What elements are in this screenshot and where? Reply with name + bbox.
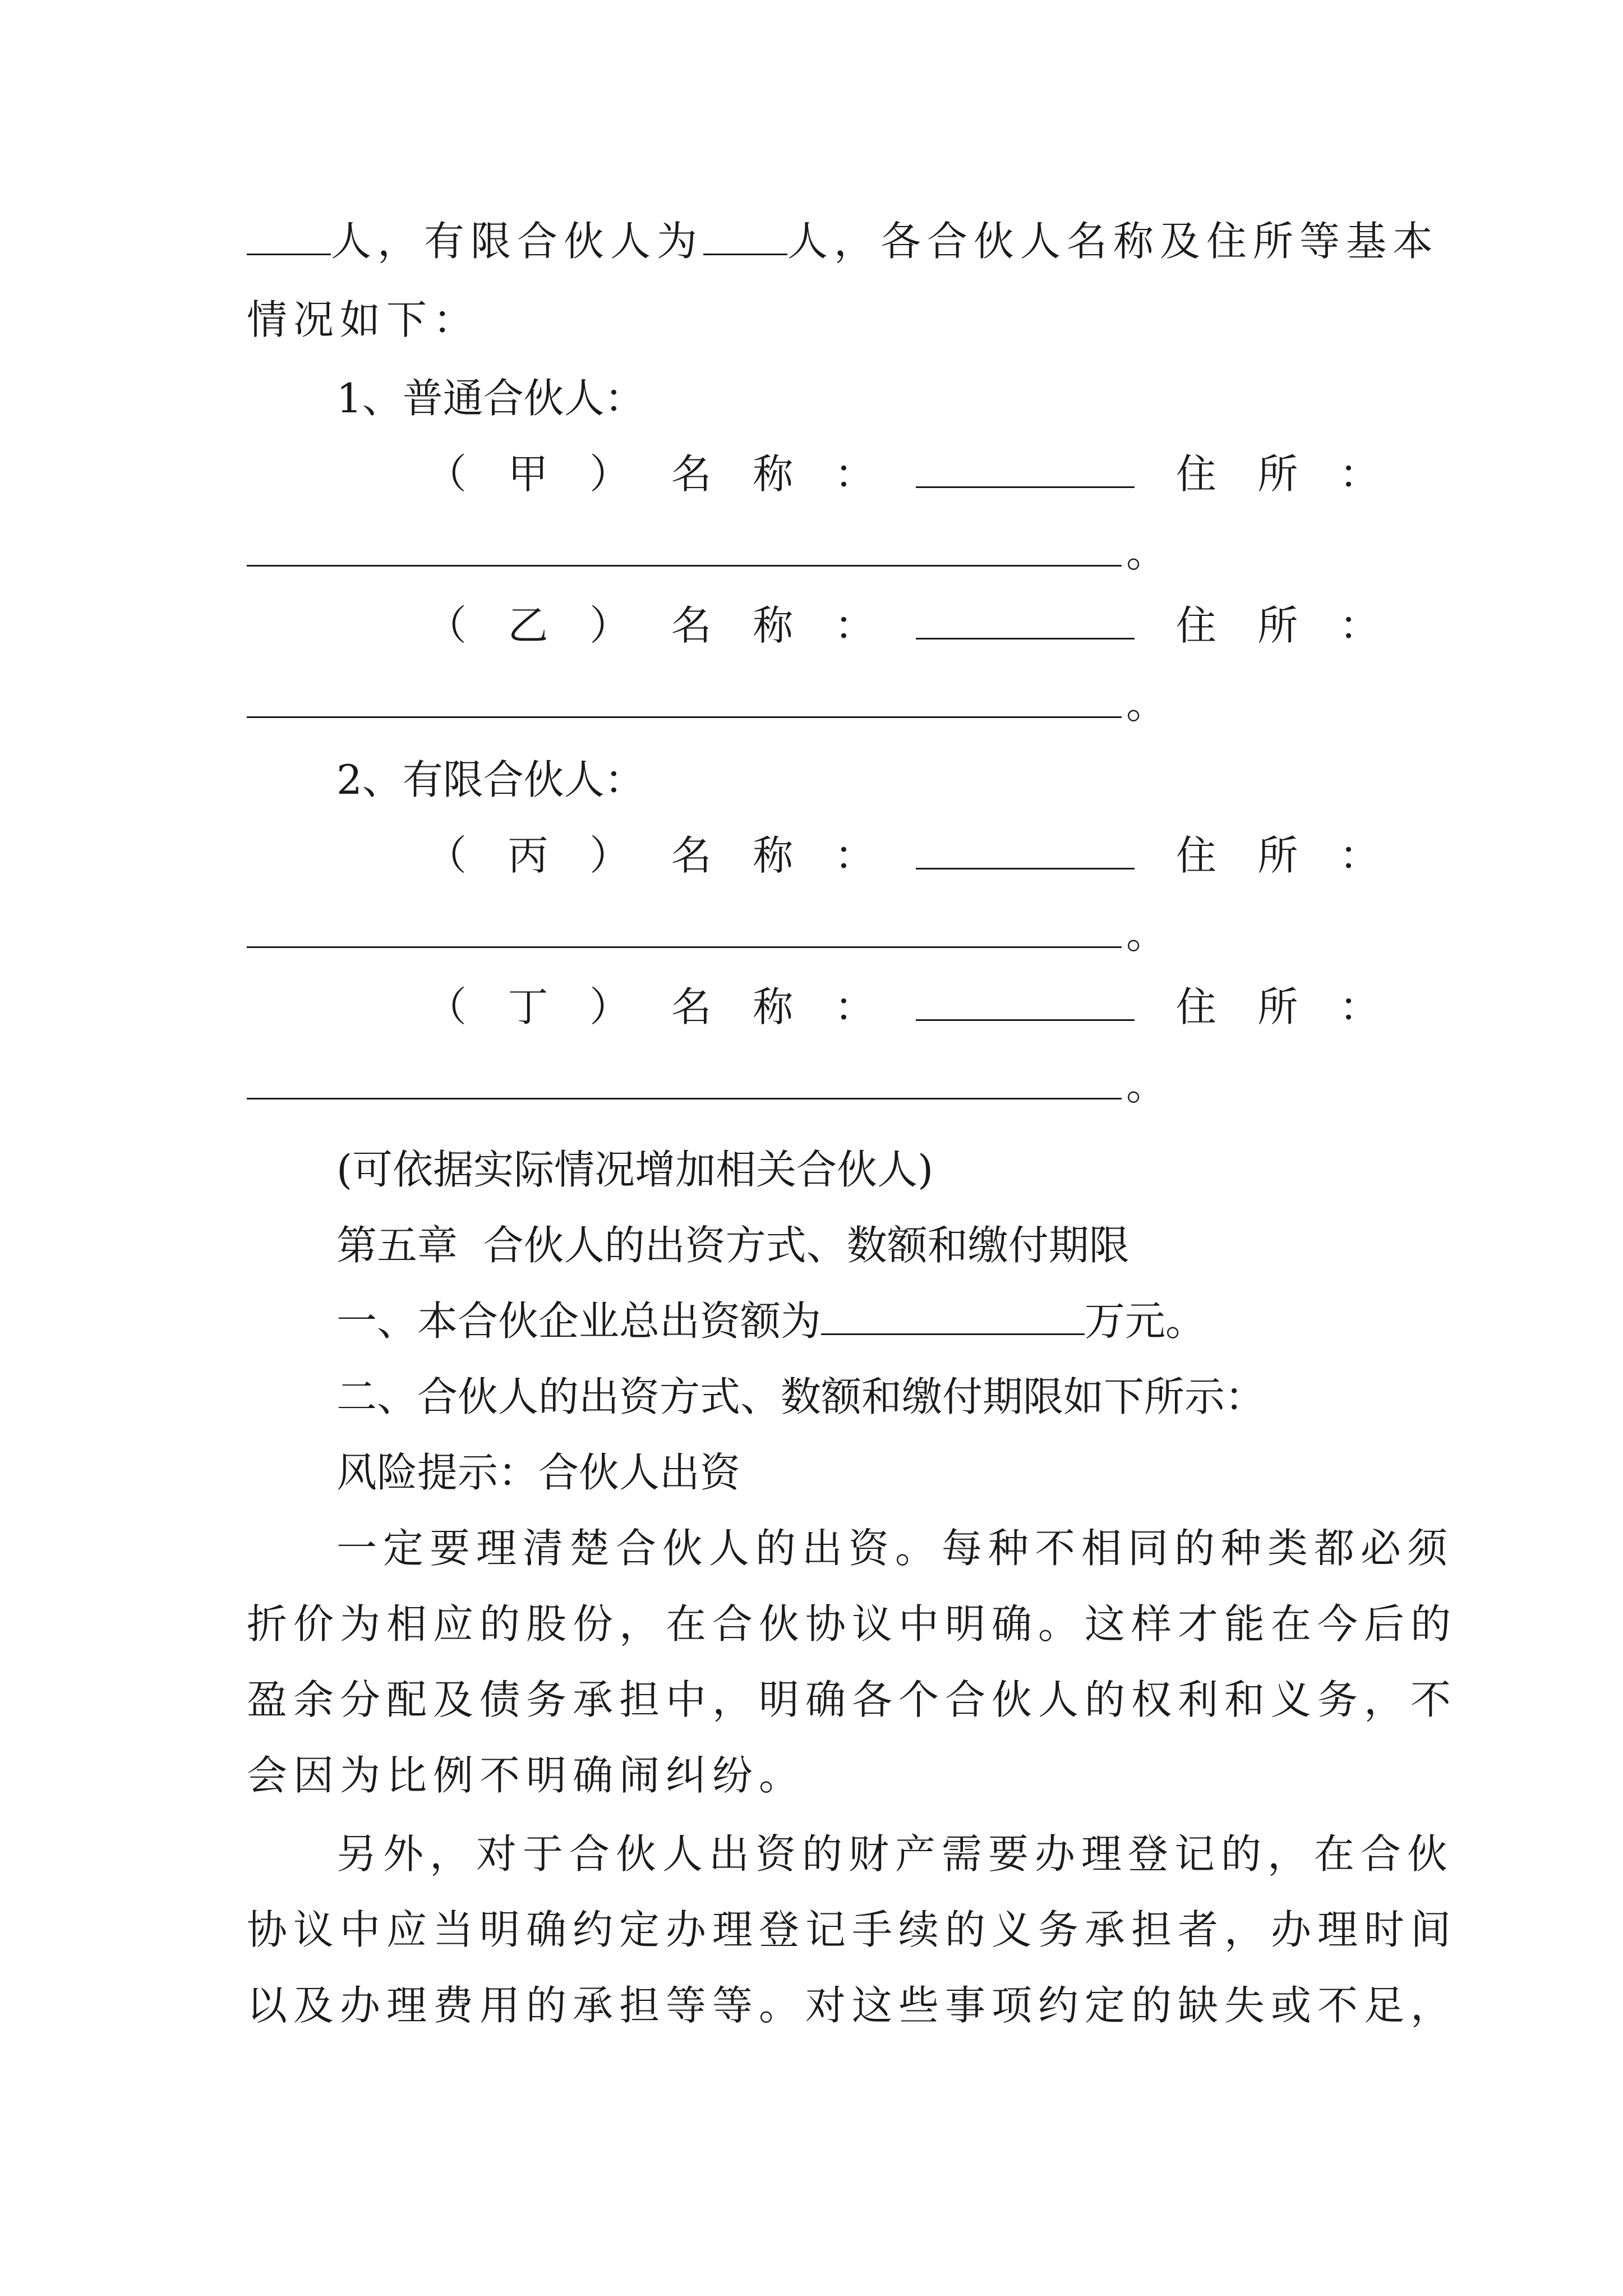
para1-line-2: 折价为相应的股份，在合伙协议中明确。这样才能在今后的 (247, 1600, 1458, 1648)
risk-title: 风险提示：合伙人出资 (336, 1449, 741, 1496)
label-char: ： (834, 832, 875, 879)
label-char: （ (426, 602, 467, 649)
label-char: 所 (1257, 602, 1298, 649)
label-char: 住 (1175, 983, 1216, 1030)
total-capital-blank[interactable] (821, 1297, 1085, 1335)
para2-line-1: 另外，对于合伙人出资的财产需要办理登记的，在合伙 (336, 1830, 1454, 1878)
chapter-five-title: 第五章 合伙人的出资方式、数额和缴付期限 (336, 1222, 1129, 1269)
partner-jia-name-row (426, 446, 1380, 502)
label-char: 名 (671, 983, 712, 1030)
para2-line-2: 协议中应当明确约定办理登记手续的义务承担者，办理时间 (247, 1906, 1458, 1953)
label-char: 名 (671, 602, 712, 649)
label-char: （ (426, 832, 467, 879)
general-partners-heading: 1、普通合伙人： (336, 375, 645, 422)
label-char: 甲 (508, 450, 548, 498)
label-char: ： (834, 983, 875, 1030)
partner-jia-name-blank[interactable] (916, 450, 1135, 488)
end-mark: 。 (1126, 910, 1167, 958)
partner-yi-address-blank[interactable] (247, 680, 1122, 718)
label-char: 称 (753, 983, 794, 1030)
end-mark: 。 (1126, 1062, 1167, 1109)
partner-ding-address-row (247, 1057, 1385, 1114)
label-char: 所 (1257, 450, 1298, 498)
partner-jia-address-blank[interactable] (247, 529, 1122, 567)
partner-jia-address-row (247, 524, 1385, 581)
label-char: ） (589, 602, 630, 649)
label-char: ： (834, 450, 875, 498)
label-char: （ (426, 450, 467, 498)
label-char: 所 (1257, 832, 1298, 879)
intro-seg2: 人，各合伙人名称及住所等基本 (787, 218, 1440, 265)
limited-partners-heading: 2、有限合伙人： (336, 756, 645, 803)
label-char: 丁 (508, 983, 548, 1030)
partner-bing-name-blank[interactable] (916, 832, 1135, 869)
label-char: ： (1339, 602, 1380, 649)
label-char: 称 (753, 450, 794, 498)
label-char: ： (834, 602, 875, 649)
label-char: 名 (671, 450, 712, 498)
partner-yi-address-row (247, 676, 1385, 732)
label-char: 住 (1175, 450, 1216, 498)
partner-bing-address-row (247, 906, 1385, 962)
total-capital-label: 一、本合伙企业总出资额为 (336, 1297, 822, 1345)
para1-line-3: 盈余分配及债务承担中，明确各个合伙人的权利和义务，不 (247, 1676, 1458, 1723)
total-capital-line (336, 1293, 1206, 1349)
label-char: 住 (1175, 602, 1216, 649)
partner-yi-name-row (426, 597, 1380, 654)
partner-bing-name-row (426, 827, 1380, 884)
partner-yi-name-blank[interactable] (916, 602, 1135, 639)
label-char: 称 (753, 832, 794, 879)
intro-line-1 (247, 213, 1440, 269)
label-char: 称 (753, 602, 794, 649)
label-char: ） (589, 832, 630, 879)
label-char: ） (589, 450, 630, 498)
partner-ding-name-row (426, 979, 1380, 1035)
end-mark: 。 (1126, 529, 1167, 576)
partner-ding-address-blank[interactable] (247, 1062, 1122, 1099)
label-char: ） (589, 983, 630, 1030)
partner-ding-name-blank[interactable] (916, 983, 1135, 1021)
label-char: （ (426, 983, 467, 1030)
label-char: ： (1339, 832, 1380, 879)
para1-line-4: 会因为比例不明确闹纠纷。 (247, 1752, 806, 1799)
label-char: 住 (1175, 832, 1216, 879)
partner-bing-address-blank[interactable] (247, 910, 1122, 948)
total-capital-unit: 万元。 (1085, 1297, 1206, 1345)
note-line: (可依据实际情况增加相关合伙人) (336, 1146, 934, 1193)
limited-partner-count-blank[interactable] (703, 218, 787, 255)
intro-line-2: 情况如下： (247, 296, 480, 343)
label-char: 乙 (508, 602, 548, 649)
label-char: 名 (671, 832, 712, 879)
contribution-method-line: 二、合伙人的出资方式、数额和缴付期限如下所示： (336, 1373, 1266, 1420)
intro-seg1: 人，有限合伙人为 (331, 218, 704, 265)
para2-line-3: 以及办理费用的承担等等。对这些事项约定的缺失或不足， (247, 1982, 1458, 2029)
label-char: 所 (1257, 983, 1298, 1030)
label-char: ： (1339, 450, 1380, 498)
end-mark: 。 (1126, 680, 1167, 728)
label-char: 丙 (508, 832, 548, 879)
general-partner-count-blank[interactable] (247, 218, 331, 255)
label-char: ： (1339, 983, 1380, 1030)
para1-line-1: 一定要理清楚合伙人的出资。每种不相同的种类都必须 (336, 1525, 1454, 1572)
